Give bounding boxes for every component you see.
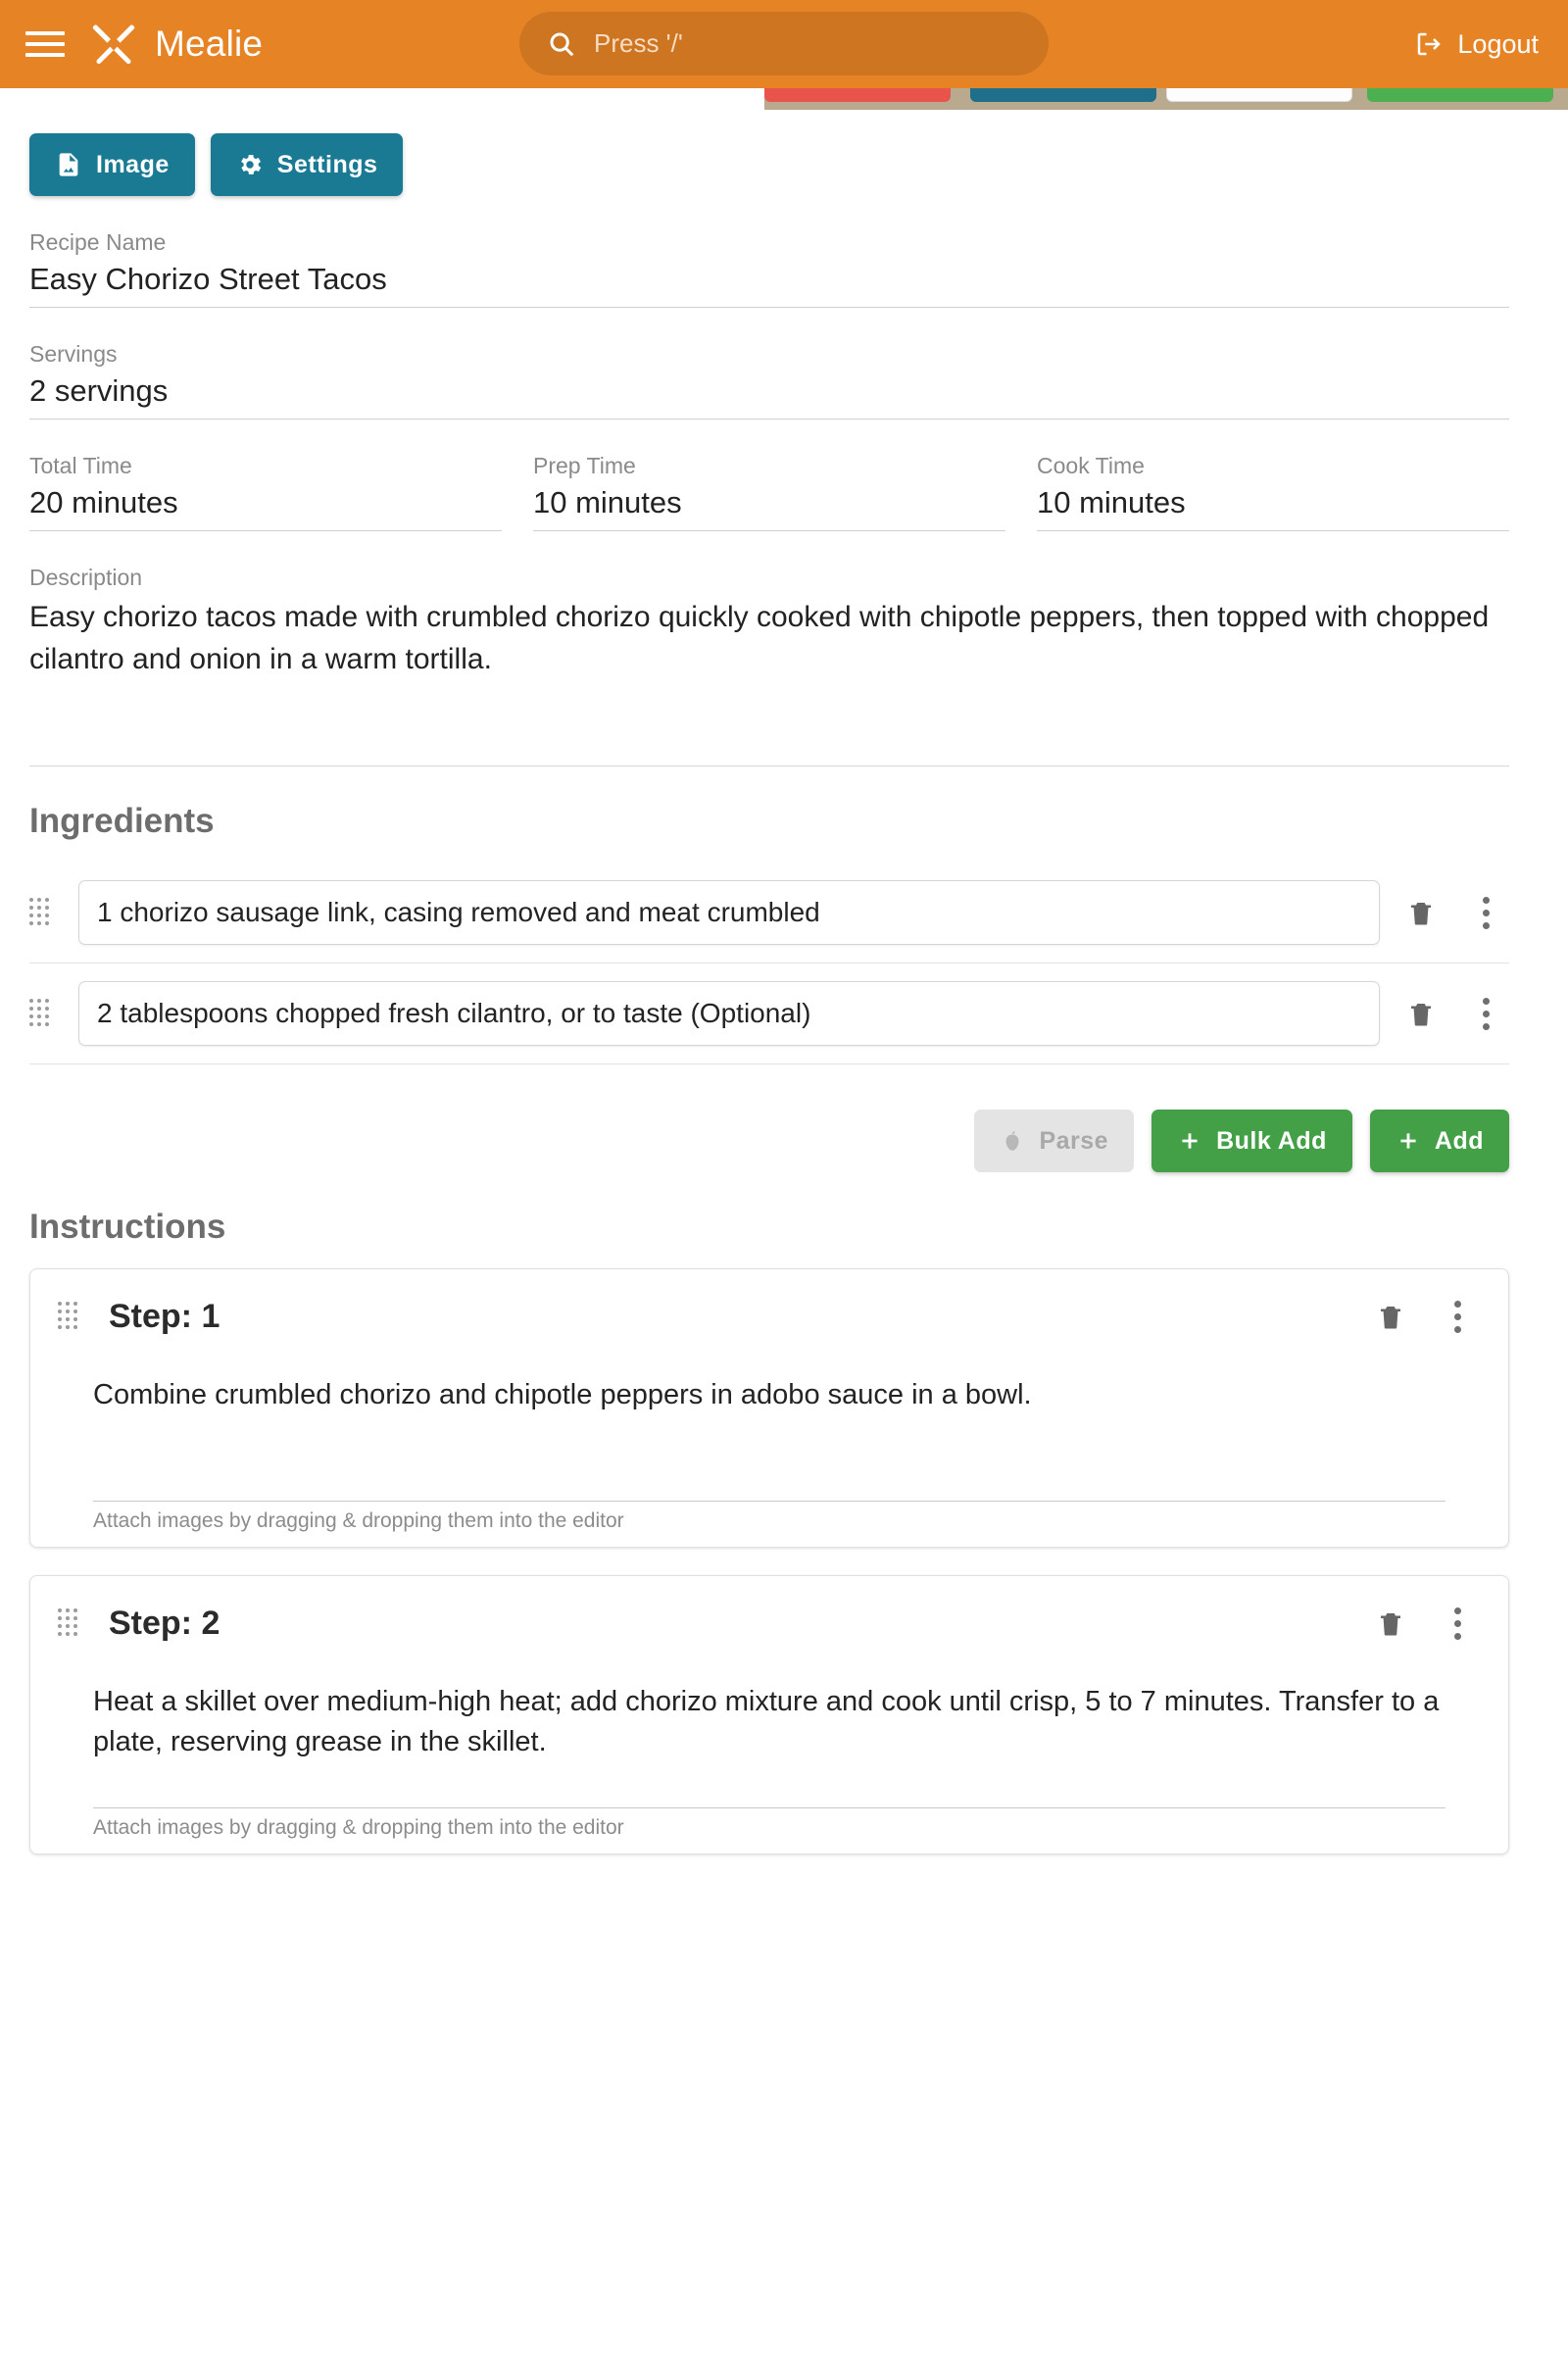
plus-icon: [1396, 1128, 1421, 1154]
drag-handle-icon[interactable]: [58, 1302, 83, 1331]
delete-icon[interactable]: [1397, 889, 1445, 936]
total-time-field[interactable]: [29, 453, 502, 531]
bulk-add-button-label: Bulk Add: [1216, 1126, 1327, 1155]
ingredient-menu-icon[interactable]: [1462, 990, 1509, 1037]
step-attach-hint: Attach images by dragging & dropping them into the editor: [93, 1501, 1446, 1533]
step-menu-icon[interactable]: [1434, 1293, 1481, 1340]
step-text-editor[interactable]: Heat a skillet over medium-high heat; add chorizo mixture and cook until crisp, 5 to 7 minutes. Transfer to a plate, reserving grease in the skillet.: [93, 1686, 1440, 1758]
hero-chip-white: [1166, 88, 1352, 102]
bulk-add-button[interactable]: [1152, 1110, 1352, 1172]
recipe-name-label: Recipe Name: [29, 229, 167, 255]
drag-handle-icon[interactable]: [29, 898, 55, 927]
gear-icon: [236, 151, 264, 178]
total-time-label: Total Time: [29, 453, 132, 478]
ingredients-heading: Ingredients: [29, 802, 215, 840]
description-input[interactable]: Easy chorizo tacos made with crumbled chorizo quickly cooked with chipotle peppers, then topped with chopped cilantro and onion in a warm tortilla.: [29, 601, 1490, 675]
editor-toolbar: [29, 110, 1509, 196]
recipe-name-field[interactable]: [29, 229, 1509, 308]
image-button-label: Image: [96, 150, 170, 178]
image-button[interactable]: [29, 133, 195, 196]
ingredient-row: [29, 964, 1509, 1064]
logout-label: Logout: [1457, 28, 1539, 59]
hero-chip-blue: [970, 88, 1156, 102]
delete-icon[interactable]: [1367, 1600, 1414, 1647]
servings-label: Servings: [29, 341, 118, 367]
step-text-editor[interactable]: Combine crumbled chorizo and chipotle peppers in adobo sauce in a bowl.: [93, 1379, 1032, 1410]
step-title: Step: 2: [109, 1604, 220, 1642]
search-box[interactable]: [519, 12, 1049, 75]
step-attach-hint: Attach images by dragging & dropping them into the editor: [93, 1807, 1446, 1840]
add-button-label: Add: [1434, 1126, 1484, 1155]
image-file-icon: [55, 151, 82, 178]
fork-knife-icon: [90, 21, 137, 68]
search-input[interactable]: [592, 27, 1021, 60]
hero-chip-red: [764, 88, 951, 102]
instruction-step-card: [29, 1268, 1509, 1548]
total-time-input[interactable]: 20 minutes: [29, 485, 502, 531]
delete-icon[interactable]: [1367, 1293, 1414, 1340]
drag-handle-icon[interactable]: [29, 999, 55, 1028]
ingredient-input[interactable]: 1 chorizo sausage link, casing removed and meat crumbled: [78, 880, 1380, 945]
ingredient-menu-icon[interactable]: [1462, 889, 1509, 936]
logout-icon: [1414, 29, 1444, 59]
prep-time-field[interactable]: [533, 453, 1005, 531]
logout-button[interactable]: [1414, 29, 1539, 60]
brand[interactable]: [90, 21, 263, 68]
step-title: Step: 1: [109, 1297, 220, 1335]
delete-icon[interactable]: [1397, 990, 1445, 1037]
instructions-heading: Instructions: [29, 1208, 226, 1246]
description-label: Description: [29, 565, 143, 590]
add-button[interactable]: [1370, 1110, 1509, 1172]
app-bar: [0, 0, 1568, 88]
recipe-hero-image: [0, 88, 1568, 110]
step-header: [58, 1293, 1481, 1340]
settings-button-label: Settings: [276, 150, 378, 178]
step-header: [58, 1600, 1481, 1647]
hamburger-menu-icon[interactable]: [25, 23, 69, 66]
cook-time-label: Cook Time: [1037, 453, 1145, 478]
cook-time-field[interactable]: [1037, 453, 1509, 531]
servings-field[interactable]: [29, 341, 1509, 420]
settings-button[interactable]: [211, 133, 404, 196]
servings-input[interactable]: 2 servings: [29, 373, 1509, 420]
plus-icon: [1177, 1128, 1202, 1154]
prep-time-input[interactable]: 10 minutes: [533, 485, 1005, 531]
prep-time-label: Prep Time: [533, 453, 636, 478]
app-title: Mealie: [155, 24, 264, 64]
instruction-step-card: [29, 1575, 1509, 1854]
cook-time-input[interactable]: 10 minutes: [1037, 485, 1509, 531]
food-apple-icon: [1000, 1128, 1025, 1154]
ingredient-actions: [29, 1110, 1509, 1172]
description-field[interactable]: [29, 565, 1509, 766]
ingredient-input[interactable]: 2 tablespoons chopped fresh cilantro, or to taste (Optional): [78, 981, 1380, 1046]
search-icon: [547, 29, 576, 59]
hero-chip-green: [1367, 88, 1553, 102]
parse-button-label: Parse: [1039, 1126, 1109, 1155]
step-menu-icon[interactable]: [1434, 1600, 1481, 1647]
drag-handle-icon[interactable]: [58, 1608, 83, 1638]
recipe-name-input[interactable]: Easy Chorizo Street Tacos: [29, 262, 1509, 308]
ingredient-row: [29, 863, 1509, 964]
recipe-editor: [0, 110, 1539, 1921]
times-row: [29, 453, 1509, 531]
parse-button[interactable]: [974, 1110, 1134, 1172]
